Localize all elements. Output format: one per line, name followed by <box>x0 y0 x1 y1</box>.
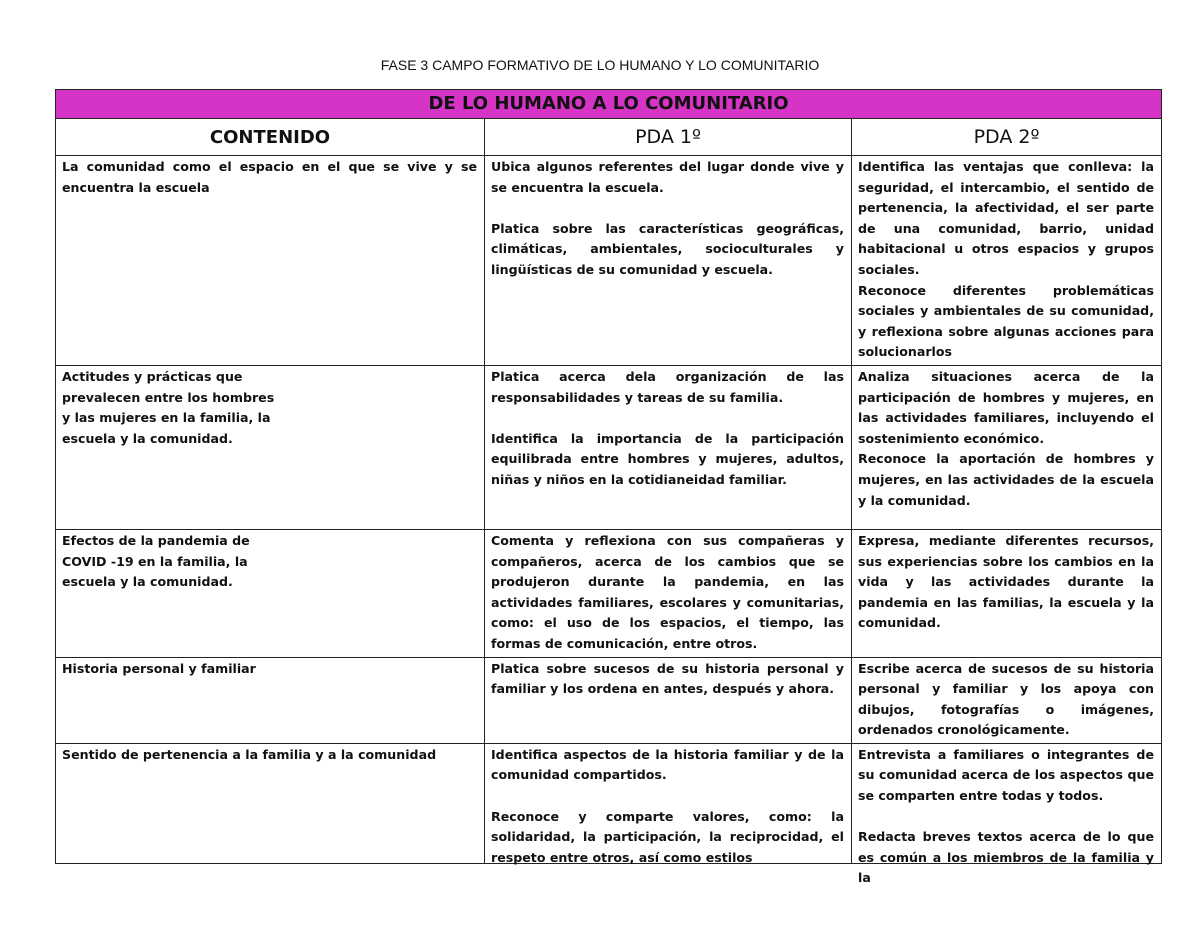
cell-text: Platica acerca dela organización de las responsabilidades y tareas de su familia. <box>491 368 844 405</box>
cell-text: Identifica aspectos de la historia familiar y de la comunidad compartidos. <box>491 746 844 783</box>
page-title: FASE 3 CAMPO FORMATIVO DE LO HUMANO Y LO COMUNITARIO <box>380 57 820 73</box>
table-row <box>56 365 1162 529</box>
contenido-cell <box>56 365 485 529</box>
table-row <box>56 156 1162 366</box>
pda1-cell <box>485 365 852 529</box>
table-row <box>56 743 1162 863</box>
cell-text: Ubica algunos referentes del lugar donde vive y se encuentra la escuela. <box>491 159 844 195</box>
cell-text: Identifica las ventajas que conlleva: la seguridad, el intercambio, el sentido de pertenencia, la afectividad, el ser parte de una comunidad, barrio, unidad habitacional u otros espacios y grupos sociales. <box>858 159 1154 277</box>
pda1-cell <box>485 529 852 657</box>
cell-text: escuela y la comunidad. <box>62 574 233 590</box>
cell-text: Analiza situaciones acerca de la participación de hombres y mujeres, en las actividades familiares, incluyendo el sostenimiento económico. <box>858 368 1154 446</box>
cell-text: COVID -19 en la familia, la <box>62 553 248 569</box>
cell-text: Entrevista a familiares o integrantes de su comunidad acerca de los aspectos que se comparten entre todas y todos. <box>858 746 1154 804</box>
cell-text: La comunidad como el espacio en el que se vive y se encuentra la escuela <box>62 159 477 195</box>
cell-text: Sentido de pertenencia a la familia y a la comunidad <box>62 746 437 762</box>
pda1-cell <box>485 743 852 863</box>
cell-text: Escribe acerca de sucesos de su historia personal y familiar y los apoya con dibujos, fotografías o imágenes, ordenados cronológicamente. <box>858 660 1154 738</box>
cell-text: Comenta y reflexiona con sus compañeras y compañeros, acerca de los cambios que se produjeron durante la pandemia, en las actividades familiares, escolares y comunitarias, como: el uso de los espacios, el tiempo, las formas de comunicación, entre otros. <box>491 532 844 651</box>
cell-text: prevalecen entre los hombres <box>62 389 275 405</box>
header-contenido: CONTENIDO <box>56 119 485 156</box>
contenido-cell <box>56 529 485 657</box>
cell-text: Actitudes y prácticas que <box>62 368 243 384</box>
cell-text: y las mujeres en la familia, la <box>62 410 271 426</box>
cell-text: Platica sobre sucesos de su historia personal y familiar y los ordena en antes, después y ahora. <box>491 660 844 697</box>
cell-text: Historia personal y familiar <box>62 660 256 676</box>
contenido-cell <box>56 657 485 743</box>
contenido-cell <box>56 743 485 863</box>
pda2-cell <box>852 365 1162 529</box>
table-row <box>56 657 1162 743</box>
cell-text: Reconoce la aportación de hombres y mujeres, en las actividades de la escuela y la comunidad. <box>858 451 1154 508</box>
cell-text: Reconoce diferentes problemáticas sociales y ambientales de su comunidad, y reflexiona sobre algunas acciones para solucionarlos <box>858 282 1154 360</box>
table-banner: DE LO HUMANO A LO COMUNITARIO <box>56 90 1162 119</box>
cell-text: escuela y la comunidad. <box>62 430 233 446</box>
cell-text: Reconoce y comparte valores, como: la solidaridad, la participación, la reciprocidad, el respeto entre otros, así como estilos <box>491 808 844 865</box>
cell-text: Expresa, mediante diferentes recursos, sus experiencias sobre los cambios en la vida y las actividades durante la pandemia en las familias, la escuela y la comunidad. <box>858 532 1154 631</box>
contenido-cell <box>56 156 485 366</box>
cell-text: Redacta breves textos acerca de lo que es común a los miembros de la familia y la <box>858 829 1154 886</box>
pda1-cell <box>485 657 852 743</box>
cell-text: Efectos de la pandemia de <box>62 532 250 548</box>
curriculum-table <box>55 89 1162 886</box>
pda2-cell <box>852 657 1162 743</box>
cell-text: Platica sobre las características geográficas, climáticas, ambientales, socioculturales y lingüísticas de su comunidad y escuela. <box>491 220 844 277</box>
header-pda-2: PDA 2º <box>852 119 1162 156</box>
pda2-cell <box>852 743 1162 886</box>
table-row <box>56 529 1162 657</box>
pda2-cell <box>852 156 1162 366</box>
pda1-cell <box>485 156 852 366</box>
header-pda-1: PDA 1º <box>485 119 852 156</box>
pda2-cell <box>852 529 1162 657</box>
cell-text: Identifica la importancia de la participación equilibrada entre hombres y mujeres, adultos, niñas y niños en la cotidianeidad familiar. <box>491 430 844 487</box>
